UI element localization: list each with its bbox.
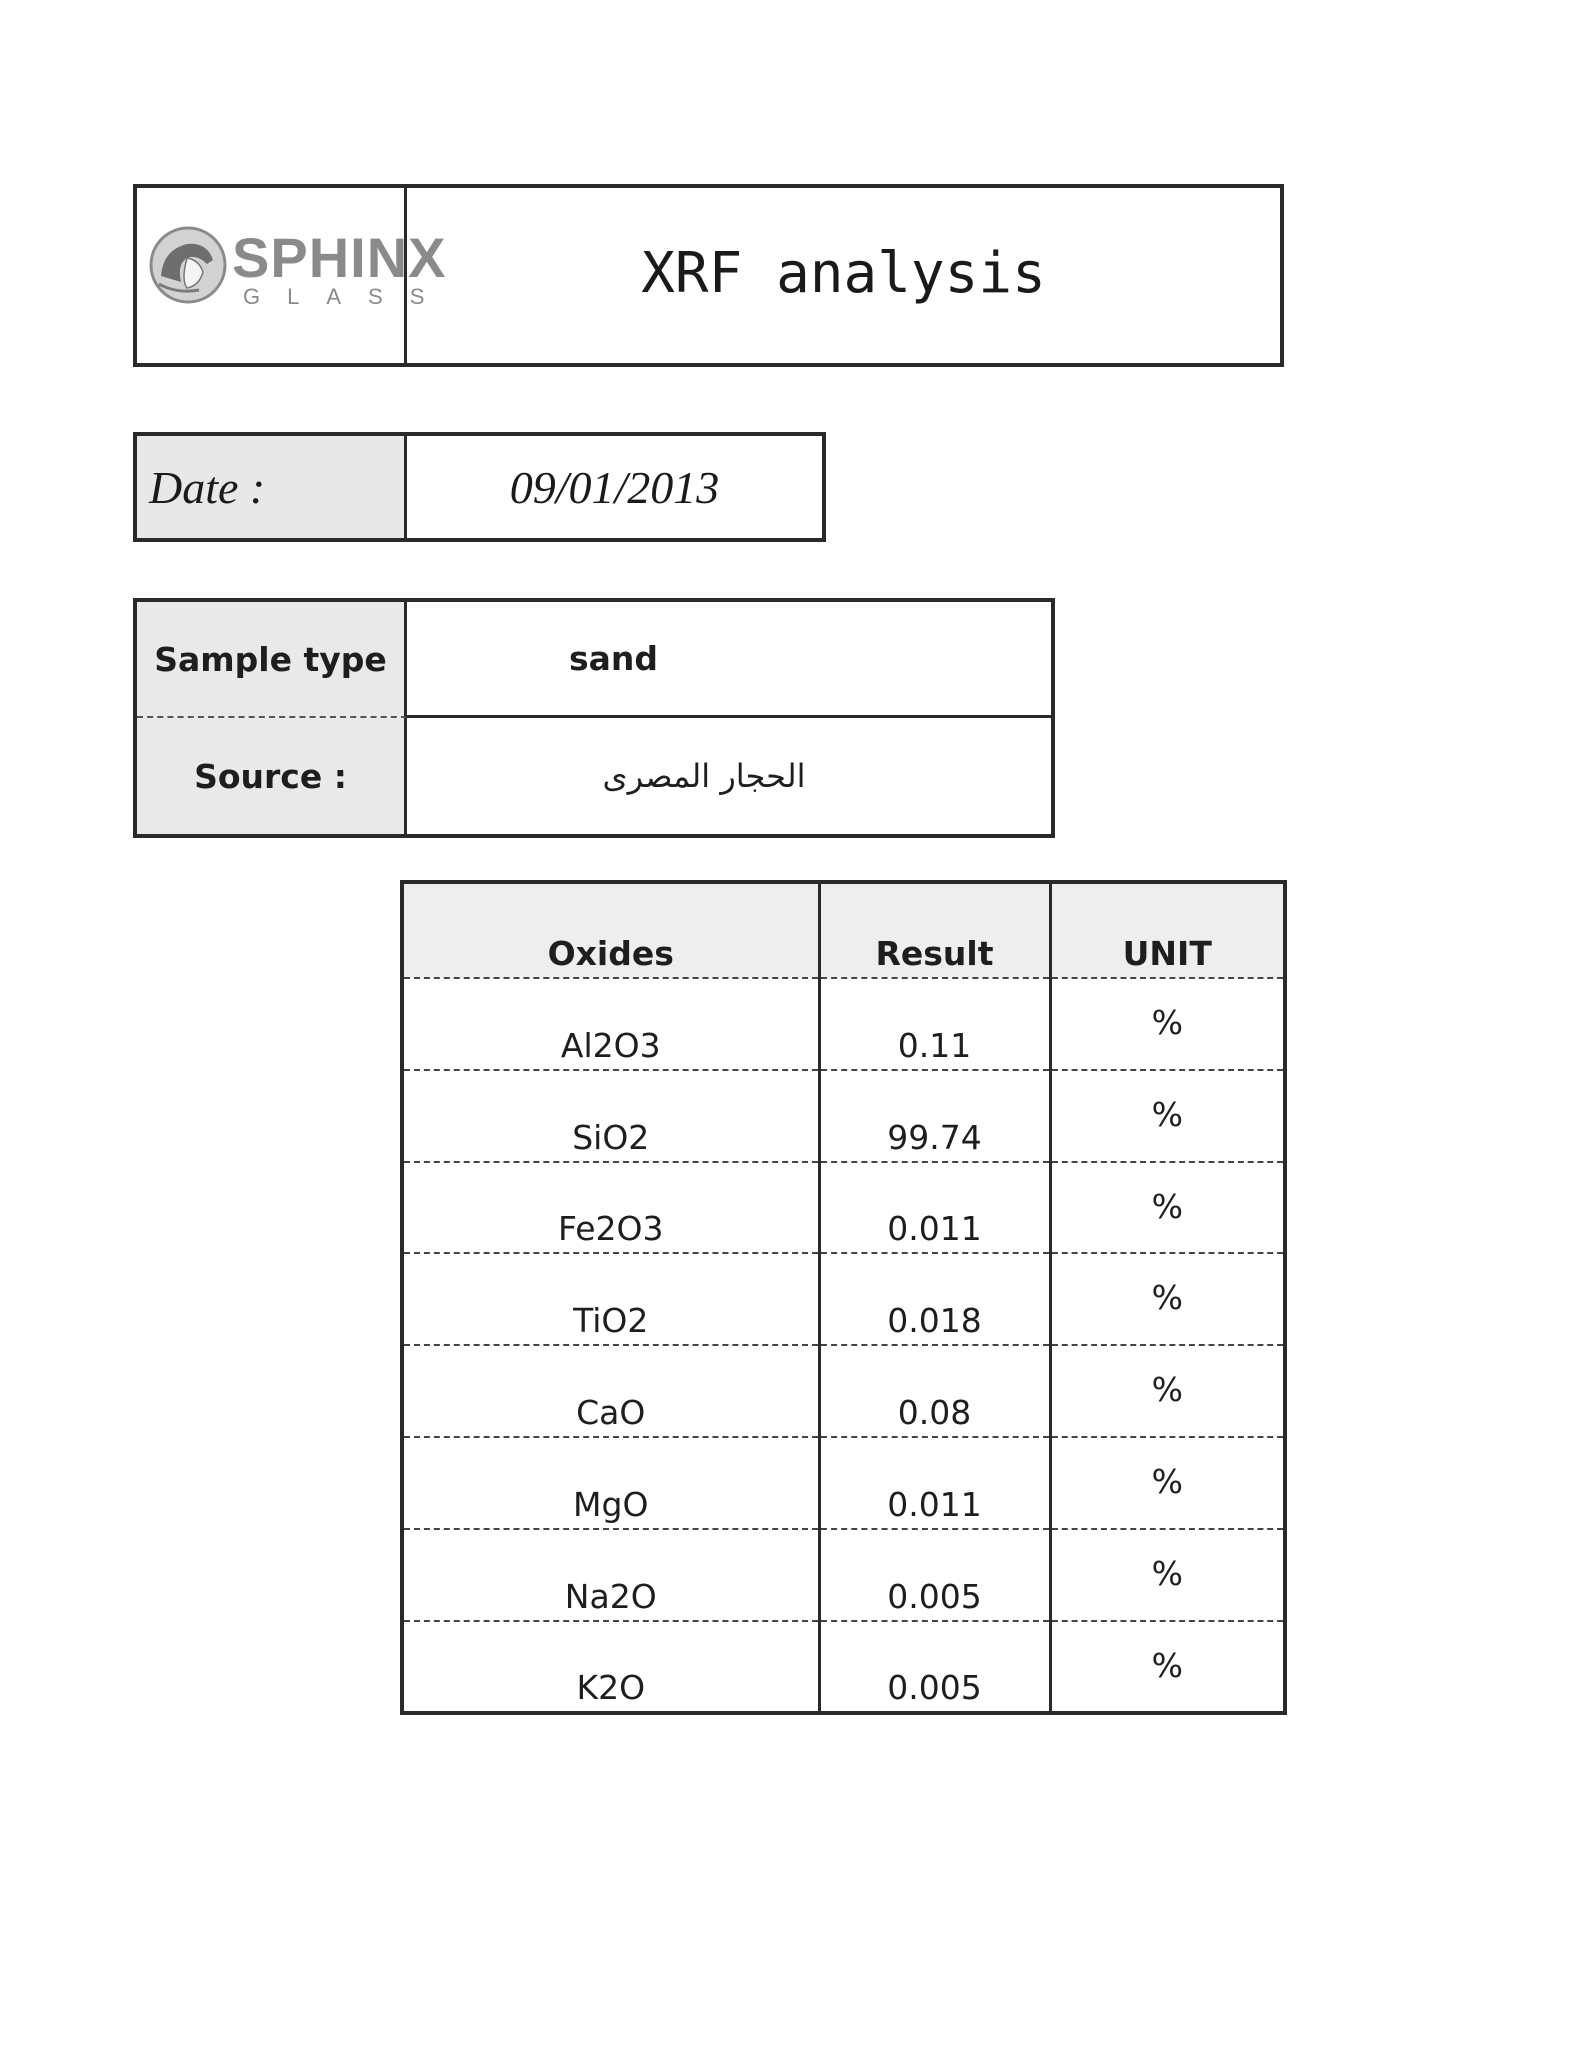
sphinx-head-emblem-icon	[147, 224, 229, 306]
logo-subtitle: GLASS	[243, 284, 452, 309]
table-row	[404, 1162, 1283, 1254]
unit-cell: %	[1050, 1621, 1283, 1711]
unit-cell: %	[1050, 1070, 1283, 1162]
sample-type-label: Sample type	[137, 602, 407, 718]
oxide-cell: Fe2O3	[404, 1162, 819, 1254]
document-title: XRF analysis	[641, 241, 1046, 306]
unit-cell: %	[1050, 978, 1283, 1070]
result-cell: 0.005	[819, 1529, 1050, 1621]
date-box	[133, 432, 826, 542]
oxide-cell: Al2O3	[404, 978, 819, 1070]
result-cell: 0.011	[819, 1162, 1050, 1254]
column-header-unit: UNIT	[1050, 884, 1283, 978]
column-header-oxides: Oxides	[404, 884, 819, 978]
result-cell: 0.005	[819, 1621, 1050, 1711]
sample-type-row	[137, 602, 1051, 718]
table-row	[404, 1345, 1283, 1437]
oxide-cell: CaO	[404, 1345, 819, 1437]
results-table	[400, 880, 1287, 1715]
header-box	[133, 184, 1284, 367]
result-cell: 99.74	[819, 1070, 1050, 1162]
result-cell: 0.011	[819, 1437, 1050, 1529]
table-row	[404, 1253, 1283, 1345]
date-label: Date :	[137, 436, 407, 538]
table-row	[404, 1437, 1283, 1529]
unit-cell: %	[1050, 1437, 1283, 1529]
oxide-cell: Na2O	[404, 1529, 819, 1621]
logo-wordmark: SPHINX	[232, 226, 447, 289]
table-row	[404, 978, 1283, 1070]
source-label: Source :	[137, 718, 407, 834]
unit-cell: %	[1050, 1253, 1283, 1345]
result-cell: 0.11	[819, 978, 1050, 1070]
result-cell: 0.08	[819, 1345, 1050, 1437]
table-row	[404, 1529, 1283, 1621]
oxide-cell: SiO2	[404, 1070, 819, 1162]
source-row	[137, 718, 1051, 834]
source-value: الحجار المصرى	[602, 757, 806, 795]
oxide-cell: K2O	[576, 1668, 646, 1707]
result-cell: 0.018	[819, 1253, 1050, 1345]
sample-type-value: sand	[407, 602, 1051, 718]
oxide-cell: MgO	[404, 1437, 819, 1529]
sphinx-glass-logo	[147, 224, 452, 324]
date-value: 09/01/2013	[509, 461, 720, 513]
unit-cell: %	[1050, 1345, 1283, 1437]
sample-info-box	[133, 598, 1055, 838]
table-header-row	[404, 884, 1283, 978]
oxide-cell: TiO2	[404, 1253, 819, 1345]
table-row	[404, 1621, 1283, 1711]
column-header-result: Result	[819, 884, 1050, 978]
oxides-table	[404, 884, 1283, 1711]
table-row	[404, 1070, 1283, 1162]
unit-cell: %	[1050, 1162, 1283, 1254]
unit-cell: %	[1050, 1529, 1283, 1621]
